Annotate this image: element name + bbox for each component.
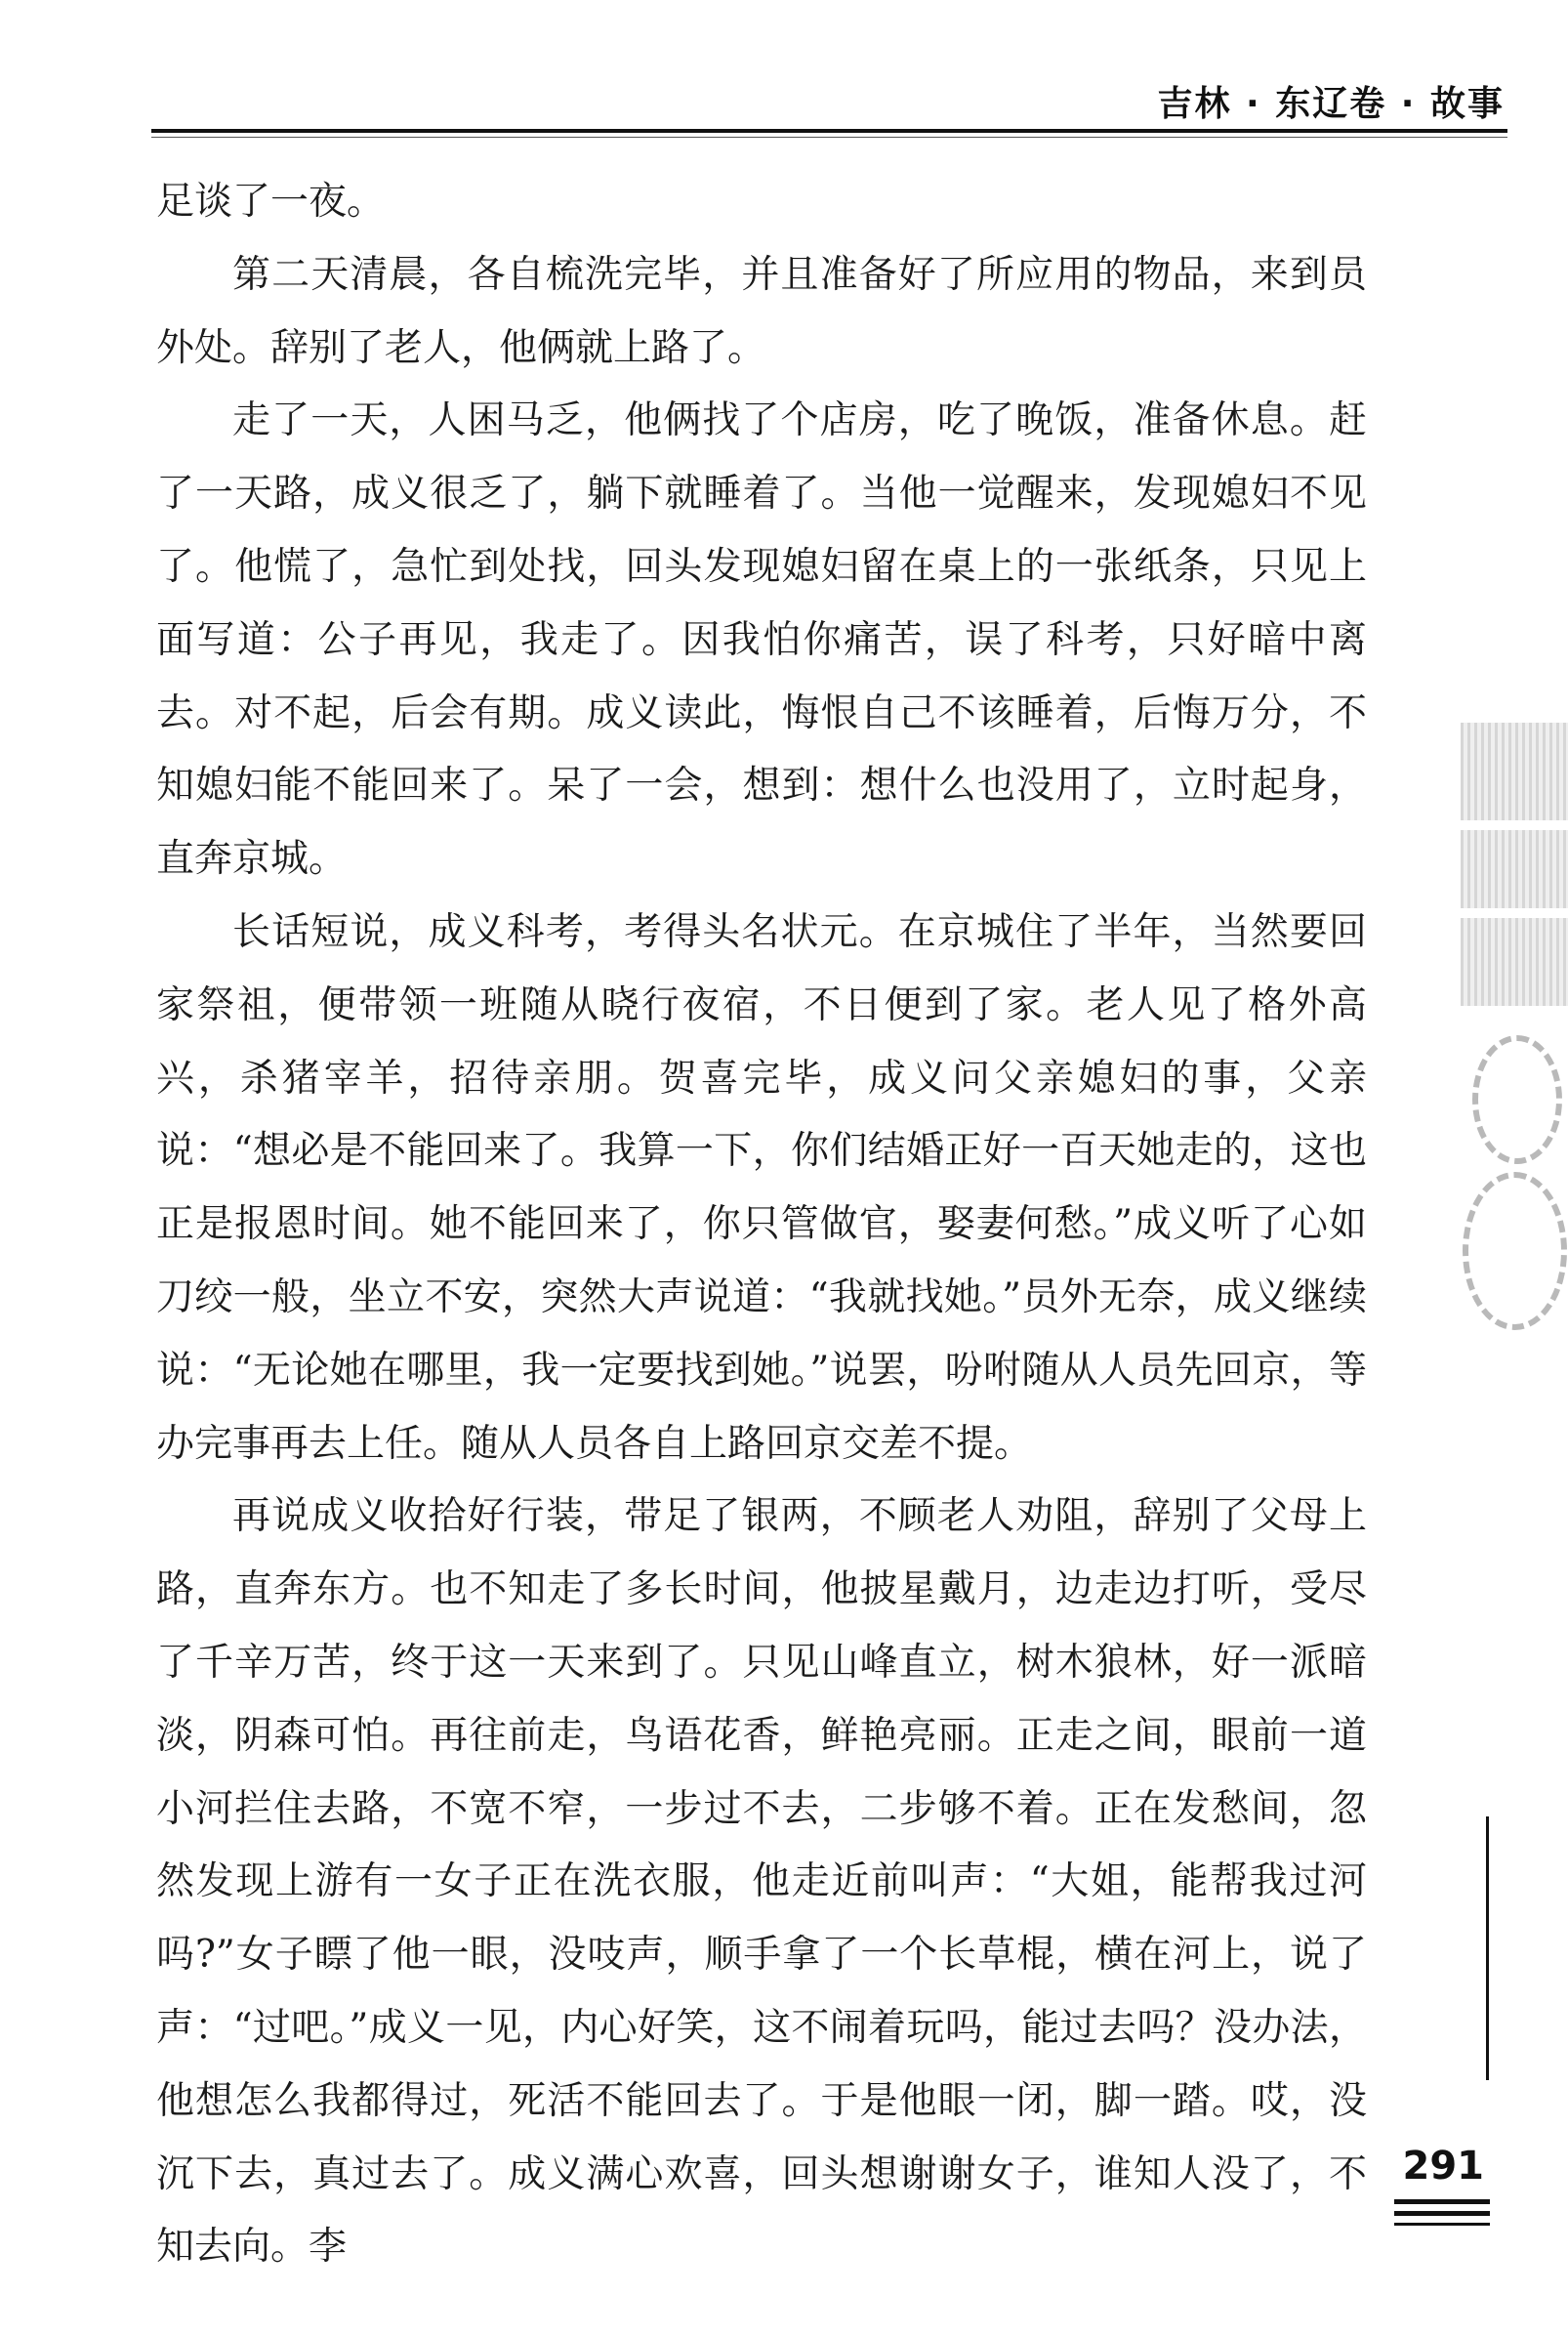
paragraph: 第二天清晨，各自梳洗完毕，并且准备好了所应用的物品，来到员外处。辞别了老人，他俩就上路了。: [156, 252, 1367, 370]
side-strip-band: [1461, 918, 1568, 1006]
side-decorative-strip: [1453, 723, 1568, 1367]
side-strip-band: [1461, 830, 1568, 908]
page-number-rule: [1394, 2211, 1490, 2216]
page-number-rule: [1394, 2199, 1490, 2204]
body-text: [156, 166, 1367, 2284]
header-rule: [151, 129, 1507, 133]
header-rule-thin: [151, 137, 1507, 138]
paragraph-continuation: 足谈了一夜。: [156, 180, 386, 224]
running-header: 吉林 · 东辽卷 · 故事: [1157, 84, 1505, 124]
paragraph: 走了一天，人困马乏，他俩找了个店房，吃了晚饭，准备休息。赶了一天路，成义很乏了，躺下就睡着了。当他一觉醒来，发现媳妇不见了。他慌了，急忙到处找，回头发现媳妇留在桌上的一张纸条，只见上面写道：公子再见，我走了。因我怕你痛苦，误了科考，只好暗中离去。对不起，后会有期。成义读此，悔恨自己不该睡着，后悔万分，不知媳妇能不能回来了。呆了一会，想到：想什么也没用了，立时起身，直奔京城。: [156, 398, 1367, 882]
side-strip-band: [1461, 723, 1568, 820]
paragraph: 长话短说，成义科考，考得头名状元。在京城住了半年，当然要回家祭祖，便带领一班随从晓行夜宿，不日便到了家。老人见了格外高兴，杀猪宰羊，招待亲朋。贺喜完毕，成义问父亲媳妇的事，父亲说：“想必是不能回来了。我算一下，你们结婚正好一百天她走的，这也正是报恩时间。她不能回来了，你只管做官，娶妻何愁。”成义听了心如刀绞一般，坐立不安，突然大声说道：“我就找她。”员外无奈，成义继续说：“无论她在哪里，我一定要找到她。”说罢，吩咐随从人员先回京，等办完事再去上任。随从人员各自上路回京交差不提。: [156, 909, 1367, 1466]
page-number: 291: [1402, 2144, 1484, 2189]
page-number-rule: [1394, 2223, 1490, 2226]
side-strip-swirl: [1463, 1172, 1567, 1330]
side-strip-swirl: [1472, 1035, 1562, 1164]
vertical-rule: [1486, 1816, 1489, 2080]
paragraph: 再说成义收拾好行装，带足了银两，不顾老人劝阻，辞别了父母上路，直奔东方。也不知走了多长时间，他披星戴月，边走边打听，受尽了千辛万苦，终于这一天来到了。只见山峰直立，树木狼林，好一派暗淡，阴森可怕。再往前走，鸟语花香，鲜艳亮丽。正走之间，眼前一道小河拦住去路，不宽不窄，一步过不去，二步够不着。正在发愁间，忽然发现上游有一女子正在洗衣服，他走近前叫声：“大姐，能帮我过河吗?”女子瞟了他一眼，没吱声，顺手拿了一个长草棍，横在河上，说了声：“过吧。”成义一见，内心好笑，这不闹着玩吗，能过去吗？没办法，他想怎么我都得过，死活不能回去了。于是他眼一闭，脚一踏。哎，没沉下去，真过去了。成义满心欢喜，回头想谢谢女子，谁知人没了，不知去向。李: [156, 1494, 1367, 2270]
